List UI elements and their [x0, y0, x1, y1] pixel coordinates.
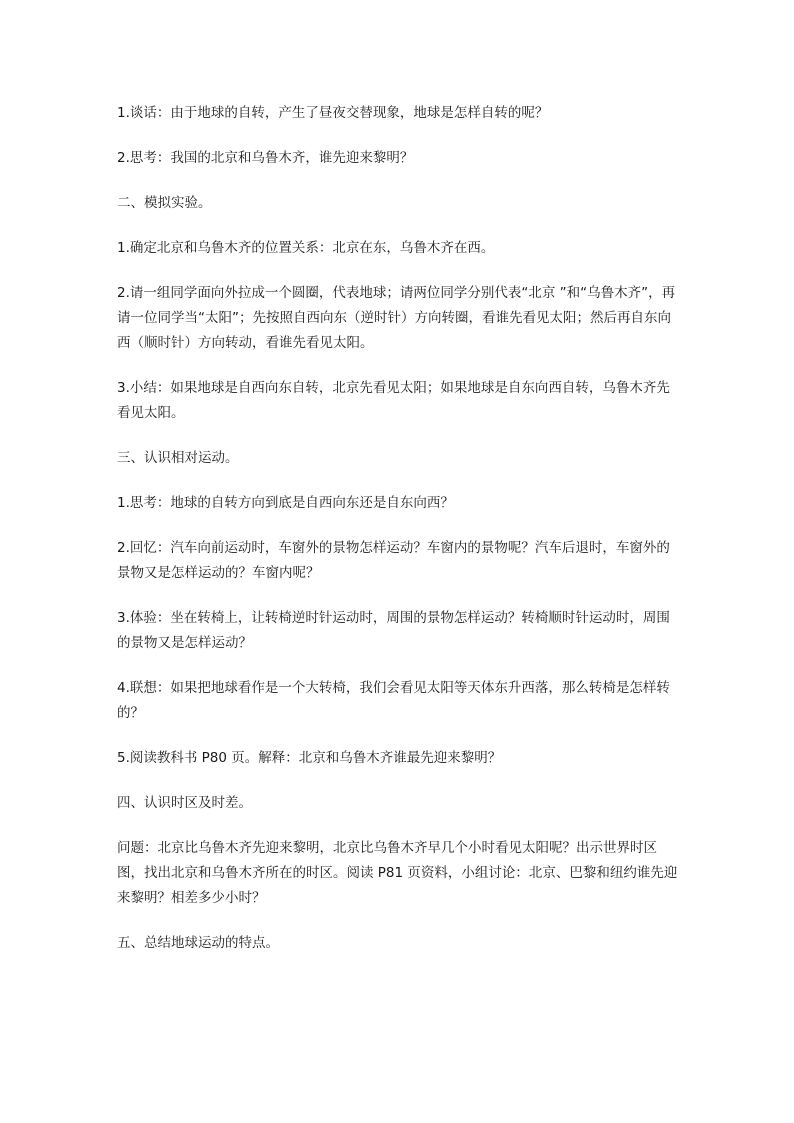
paragraph-talk: 1.谈话：由于地球的自转，产生了昼夜交替现象，地球是怎样自转的呢？ [117, 105, 549, 121]
paragraph-car-recall: 2.回忆：汽车向前运动时，车窗外的景物怎样运动？车窗内的景物呢？汽车后退时，车窗外的景物又是怎样运动的？车窗内呢？ [117, 540, 670, 581]
section-heading-time-zones: 四、认识时区及时差。 [117, 795, 252, 811]
paragraph-think: 2.思考：我国的北京和乌鲁木齐，谁先迎来黎明？ [117, 150, 414, 166]
section-heading-relative-motion: 三、认识相对运动。 [117, 450, 239, 466]
paragraph-circle-activity: 2.请一组同学面向外拉成一个圆圈，代表地球；请两位同学分别代表“北京 ”和“乌鲁木齐”，再请一位同学当“太阳”；先按照自西向东（逆时针）方向转圈，看谁先看见太阳；然后再自东向西（顺时针）方向转动，看谁先看见太阳。 [117, 285, 676, 351]
paragraph-rotation-question: 1.思考：地球的自转方向到底是自西向东还是自东向西？ [117, 495, 454, 511]
paragraph-association: 4.联想：如果把地球看作是一个大转椅，我们会看见太阳等天体东升西落，那么转椅是怎样转的？ [117, 680, 670, 721]
paragraph-reading: 5.阅读教科书 P80 页。解释：北京和乌鲁木齐谁最先迎来黎明？ [117, 750, 502, 766]
section-heading-conclusion: 五、总结地球运动的特点。 [117, 935, 279, 951]
section-heading-simulation: 二、模拟实验。 [117, 195, 212, 211]
paragraph-summary: 3.小结：如果地球是自西向东自转，北京先看见太阳；如果地球是自东向西自转，乌鲁木齐先看见太阳。 [117, 380, 670, 421]
document-body [117, 101, 682, 976]
paragraph-chair-experience: 3.体验：坐在转椅上，让转椅逆时针运动时，周围的景物怎样运动？转椅顺时针运动时，周围的景物又是怎样运动？ [117, 610, 670, 651]
paragraph-time-zone-question: 问题：北京比乌鲁木齐先迎来黎明，北京比乌鲁木齐早几个小时看见太阳呢？出示世界时区图，找出北京和乌鲁木齐所在的时区。阅读 P81 页资料，小组讨论：北京、巴黎和纽约谁先迎来黎明？相差多少小时？ [117, 840, 678, 906]
paragraph-position: 1.确定北京和乌鲁木齐的位置关系：北京在东，乌鲁木齐在西。 [117, 240, 495, 256]
